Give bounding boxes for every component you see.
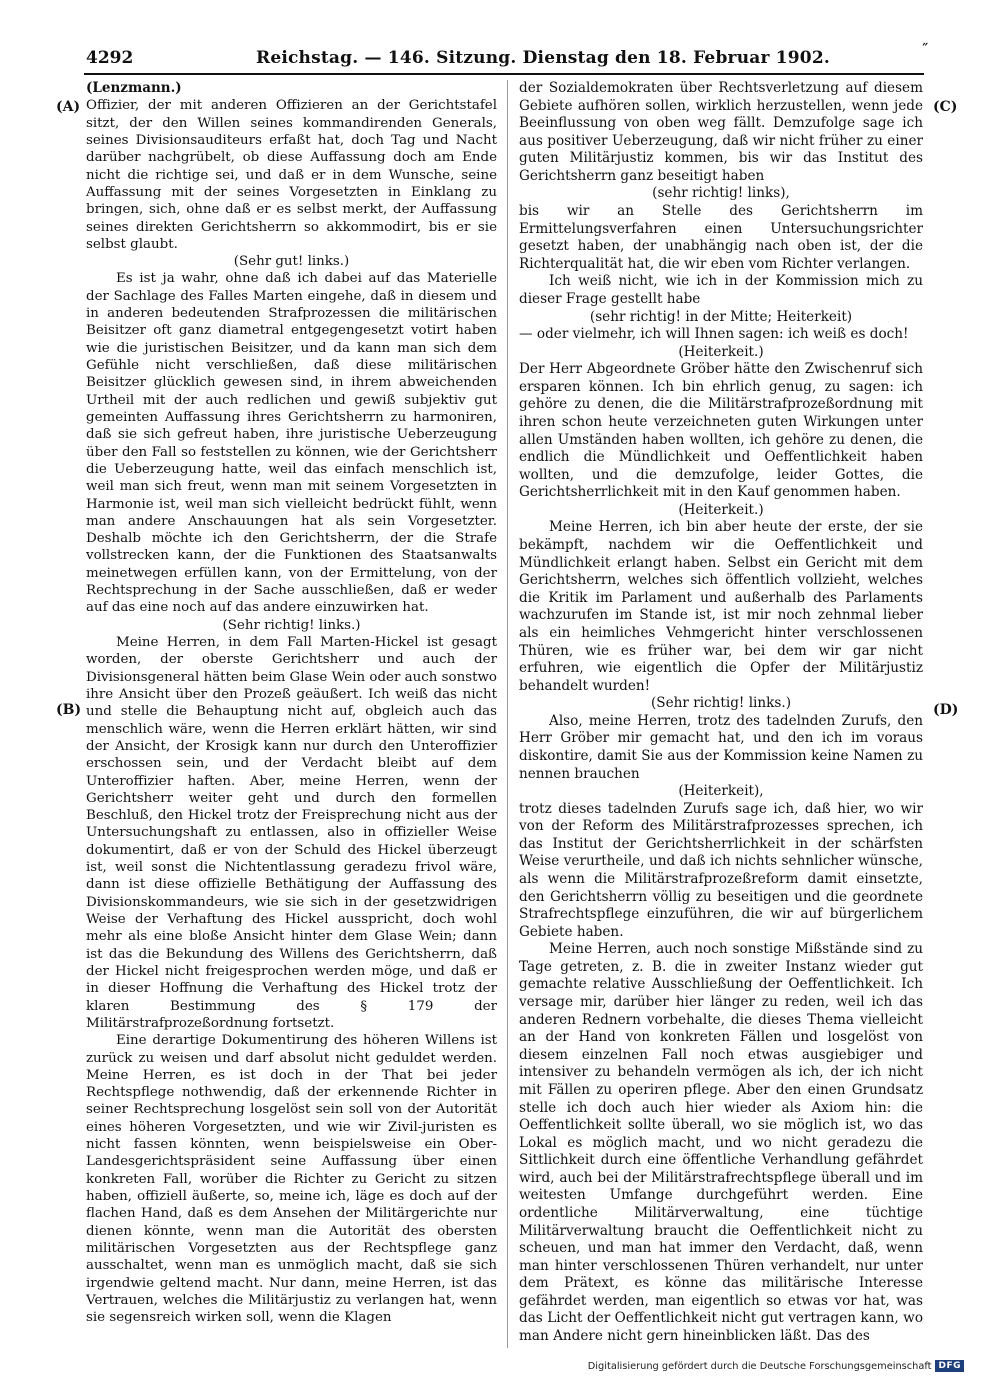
- margin-mark-a: (A): [56, 99, 81, 115]
- footer-text: Digitalisierung gefördert durch die Deutsche Forschungsgemeinschaft: [587, 1360, 932, 1372]
- paragraph: Meine Herren, auch noch sonstige Mißstände sind zu Tage getreten, z. B. die in zweiter Instanz wieder gut gemachte relative Ausschließung der Oeffentlichkeit. Ich versage mir, darüber hier länger zu reden, weil ich das anderen Rednern vorbehalte, die dieses Thema vielleicht an der Hand von konkreten Fällen und losgelöst von diesem einzelnen Fall noch etwas ausgiebiger und intensiver zu behandeln vermögen als ich, der ich nicht mit Fällen zu operiren pflege. Aber den einen Grundsatz stelle ich doch auch hier wieder als Axiom hin: die Oeffentlichkeit sollte überall, wo sie möglich ist, wo das Lokal es möglich macht, und wo nicht geradezu die Sittlichkeit durch eine öffentliche Verhandlung gefährdet wird, auch bei der Militärstrafrechtspflege überall und im weitesten Umfange durchgeführt werden. Eine ordentliche Militärverwaltung, eine tüchtige Militärverwaltung braucht die Oeffentlichkeit nicht zu scheuen, und man hat immer den Verdacht, daß, wenn man hinter verschlossenen Thüren verhandelt, nur unter dem Prätext, es könne das militärische Interesse gefährdet werden, man eigentlich so etwas vor hat, was das Licht der Oeffentlichkeit nicht gut vertragen kann, wo man Andere nicht gern hineinblicken läßt. Das des: [519, 941, 923, 1345]
- paragraph: Meine Herren, in dem Fall Marten-Hickel ist gesagt worden, der oberste Gerichtsherr und auch der Divisionsgeneral hätten beim Glase Wein oder auch sonstwo ihre Ansicht über den Prozeß geäußert. Ich weiß das nicht und stelle die Behauptung nicht auf, obgleich auch das menschlich wäre, wenn die Herren erklärt hätten, wir sind der Ansicht, der Krosigk kann nur durch den Unteroffizier erschossen sein, und der Verdacht bleibt auf dem Unteroffizier haften. Aber, meine Herren, wenn der Gerichtsherr weiter geht und durch den formellen Beschluß, den Hickel trotz der Freisprechung nicht aus der Untersuchungshaft zu entlassen, also in offizieller Weise dokumentirt, daß er von der Schuld des Hickel überzeugt ist, weil sonst die Nichtentlassung geradezu frivol wäre, dann ist diese offizielle Bethätigung der Auffassung des Divisionskommandeurs, wie sie sich in der gesetzwidrigen Weise der Verhaftung des Hickel ausspricht, doch wohl mehr als eine bloße Ansicht hinter dem Glase Wein; dann ist das die Bekundung des Willens des Gerichtsherrn, daß der Hickel nicht freigesprochen werden möge, und daß er in dieser Hoffnung die Verhaftung des Hickel trotz der klaren Bestimmung des § 179 der Militärstrafprozeßordnung fortsetzt.: [86, 635, 497, 1031]
- paragraph: Ich weiß nicht, wie ich in der Kommission mich zu dieser Frage gestellt habe: [519, 273, 923, 307]
- page-header: [86, 42, 928, 74]
- interjection: (sehr richtig! in der Mitte; Heiterkeit): [589, 308, 853, 325]
- paragraph: Der Herr Abgeordnete Gröber hätte den Zwischenruf sich ersparen können. Ich bin ehrlich genug, zu sagen: ich gehöre zu denen, die die Militärstrafprozeßordnung mit ihren schon heute verzeichneten guten Wirkungen unter allen Umständen haben wollten, ich gehöre zu denen, die endlich die Mündlichkeit und Oeffentlichkeit haben wollten, und die demzufolge, leider Gottes, die Gerichtsherrlichkeit mit in den Kauf genommen haben.: [519, 361, 923, 501]
- header-rule: [84, 73, 924, 75]
- paragraph: Offizier, der mit anderen Offizieren an der Gerichtstafel sitzt, der den Willen seines kommandirenden Generals, seines Divisionsauditeurs erfaßt hat, doch Tag und Nacht darüber nachgrübelt, ob diese Auffassung doch am Ende nicht die richtige sei, und daß er in dem Wunsche, seine Auffassung mit der seines Vorgesetzten in Einklang zu bringen, sich, ohne daß er es selbst merkt, der Auffassung seines direkten Gerichtsherrn so akkommodirt, bis er sie selbst glaubt.: [86, 98, 497, 252]
- interjection: (Sehr richtig! links.): [222, 617, 361, 633]
- interjection: (Heiterkeit),: [678, 783, 764, 800]
- interjection: (sehr richtig! links),: [652, 185, 790, 202]
- paragraph: der Sozialdemokraten über Rechtsverletzung auf diesem Gebiete aufhören sollen, wirklich herzustellen, wenn jede Beeinflussung von oben weg fällt. Demzufolge sage ich aus positiver Ueberzeugung, daß wir nicht früher zu einer guten Militärjustiz kommen, bis wir das Institut des Gerichtsherrn ganz beseitigt haben: [519, 80, 923, 184]
- interjection: (Heiterkeit.): [678, 343, 764, 360]
- footer: [588, 1360, 964, 1372]
- margin-mark-c: (C): [933, 99, 958, 115]
- paragraph: Also, meine Herren, trotz des tadelnden Zurufs, den Herr Gröber mir gemacht hat, und den ich im voraus diskontire, damit Sie aus der Kommission keine Namen zu nennen brauchen: [519, 712, 923, 782]
- column-divider: [507, 80, 508, 1348]
- right-column: [519, 80, 923, 1346]
- corner-mark: ˝: [921, 42, 928, 58]
- interjection: (Heiterkeit.): [678, 501, 764, 518]
- paragraph: Meine Herren, ich bin aber heute der erste, der sie bekämpft, nachdem wir die Oeffentlichkeit und Mündlichkeit erlangt haben. Selbst ein Gericht mit dem Gerichtsherrn, welches sich öffentlich vollzieht, welches die Kritik im Parlament und außerhalb des Parlaments wachzurufen im Stande ist, ist mir noch zehnmal lieber als ein heimliches Vehmgericht hinter verschlossenen Thüren, wie es früher war, bei dem wir gar nicht erfuhren, wie eigentlich die Opfer der Militärjustiz behandelt wurden!: [519, 519, 923, 694]
- page-number: 4292: [86, 48, 134, 68]
- paragraph: trotz dieses tadelnden Zurufs sage ich, daß hier, wo wir von der Reform des Militärstrafprozesses sprechen, ich das Institut der Gerichtsherrlichkeit in der schärfsten Weise verurtheile, und daß ich nichts sehnlicher wünsche, als wenn die Militärstrafprozeßreform damit einsetzte, den Gerichtsherrn völlig zu beseitigen und die geordnete Strafrechtspflege einzuführen, die wir auf bürgerlichem Gebiete haben.: [519, 800, 923, 940]
- speaker-name: (Lenzmann.): [86, 80, 182, 96]
- paragraph: Es ist ja wahr, ohne daß ich dabei auf das Materielle der Sachlage des Falles Marten eingehe, daß in diesem und in anderen bedeutenden Strafprozessen die militärischen Beisitzer oft ganz diametral entgegengesetzt votirt haben wie die juristischen Beisitzer, und da kann man sich dem Gefühle nicht verschließen, daß diese militärischen Beisitzer glücklich gewesen sind, in ihrem abweichenden Urtheil mit der auch redlichen und gewiß subjektiv gut gemeinten Auffassung ihres Gerichtsherrn zu harmoniren, daß sie sich gefreut haben, ihre juristische Ueberzeugung über den Fall so feststellen zu können, wie der Gerichtsherr die Ueberzeugung hatte, weil das einfach menschlich ist, weil man sich freut, wenn man mit seinem Vorgesetzten in Harmonie ist, weil man sich vielleicht bedrückt fühlt, wenn man andere Anschauungen hat als sein Vorgesetzter. Deshalb möchte ich den Gerichtsherrn, der die Strafe vollstrecken kann, der die Funktionen des Staatsanwalts meinetwegen erfüllen kann, von der Ermittelung, von der Rechtsprechung in der Sache ausschließen, daß er weder auf das eine noch auf das andere einzuwirken hat.: [86, 271, 497, 616]
- margin-mark-b: (B): [56, 702, 82, 718]
- dfg-logo: DFG: [935, 1360, 964, 1372]
- margin-mark-d: (D): [933, 702, 959, 718]
- interjection: (Sehr gut! links.): [233, 254, 350, 270]
- running-title: Reichstag. — 146. Sitzung. Dienstag den 18. Februar 1902.: [256, 48, 830, 68]
- paragraph: bis wir an Stelle des Gerichtsherrn im Ermittelungsverfahren einen Untersuchungsrichter gesetzt haben, der unabhängig nach oben ist, der die Richterqualität hat, die wir eben vom Richter verlangen.: [519, 203, 923, 272]
- interjection: (Sehr richtig! links.): [650, 695, 792, 712]
- paragraph: Eine derartige Dokumentirung des höheren Willens ist zurück zu weisen und darf absolut nicht geduldet werden. Meine Herren, es ist doch in der That bei jeder Rechtspflege nothwendig, daß der erkennende Richter in seiner Rechtsprechung losgelöst sein soll von der Autorität eines höheren Vorgesetzten, und wie wir Zivil-juristen es nicht fassen könnten, wenn beispielsweise ein Ober-Landesgerichtspräsident seine Auffassung über einen konkreten Fall, worüber die Richter zu Gericht zu sitzen haben, offiziell äußerte, so, meine ich, läge es doch auf der flachen Hand, daß es dem Ansehen der Militärgerichte nur dienen könnte, wenn man die Autorität des obersten militärischen Vorgesetzten aus der Rechtspflege ganz ausschaltet, wenn man es unmöglich macht, daß sie sich irgendwie geltend macht. Nur dann, meine Herren, ist das Vertrauen, welches die Militärjustiz zu verlangen hat, wenn sie segensreich wirken soll, wenn die Klagen: [86, 1033, 497, 1326]
- paragraph: — oder vielmehr, ich will Ihnen sagen: ich weiß es doch!: [519, 326, 909, 343]
- left-column: [86, 80, 497, 1327]
